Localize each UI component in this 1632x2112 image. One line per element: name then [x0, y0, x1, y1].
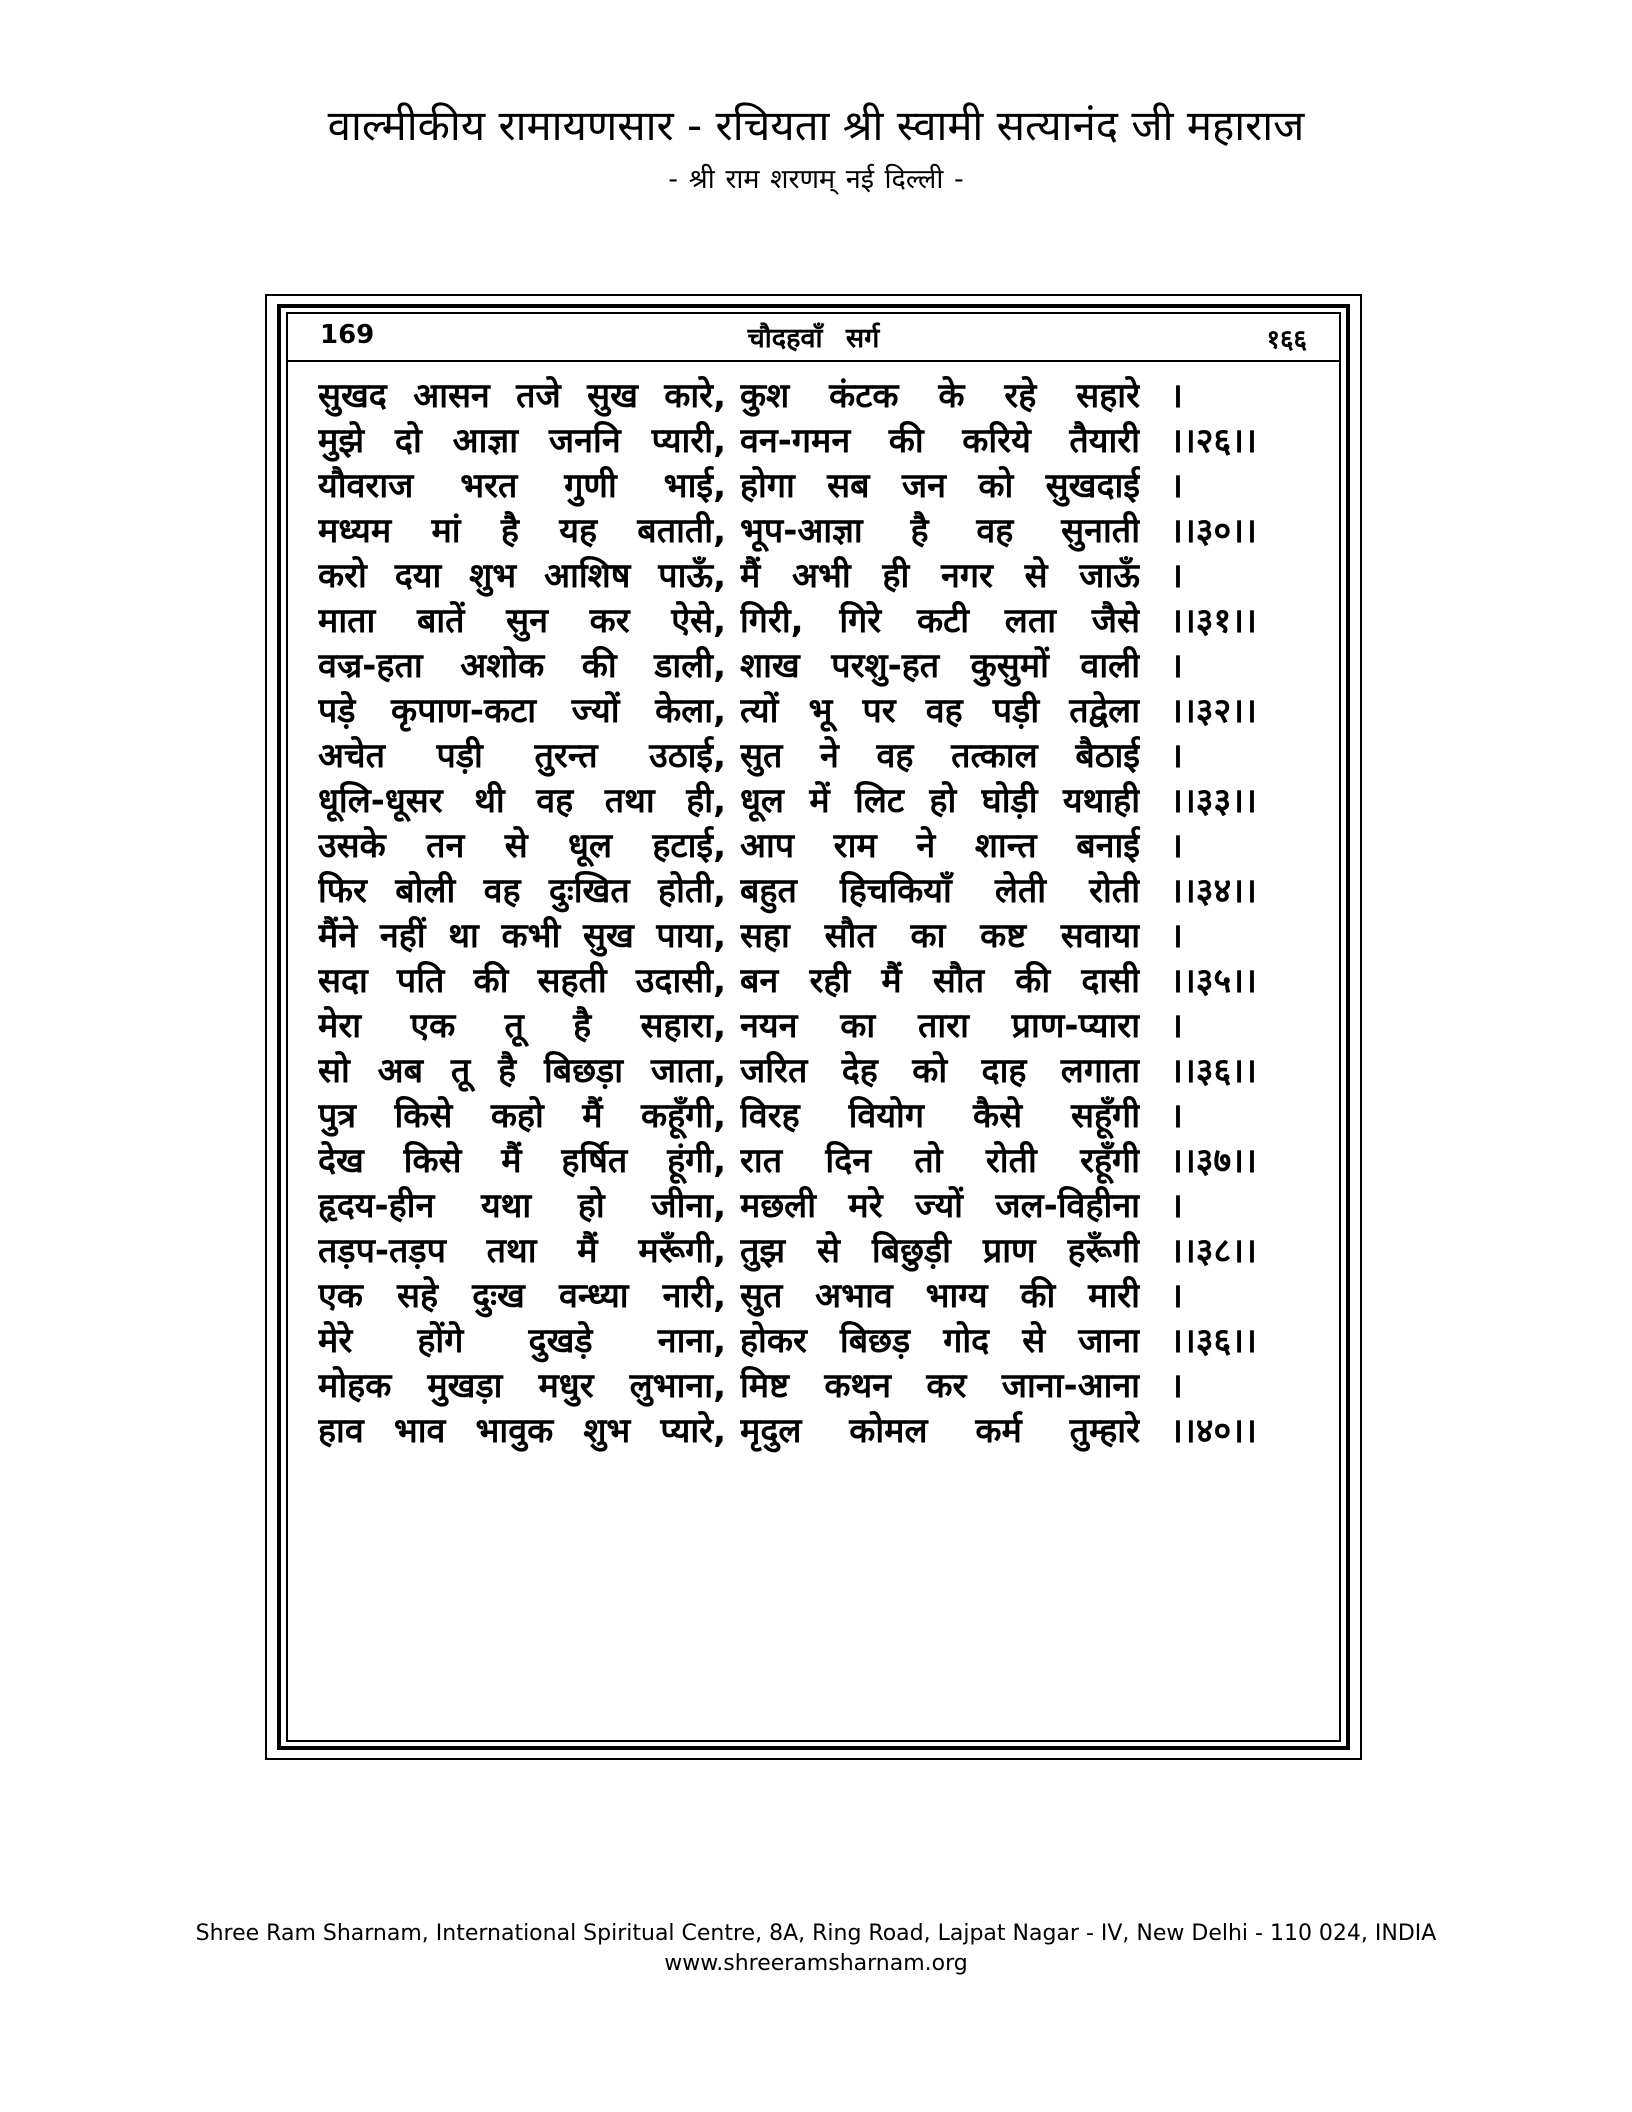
- verse-line: [318, 464, 1318, 509]
- verse-line: [318, 1004, 1318, 1049]
- page-number-devanagari: १६६: [1266, 325, 1307, 355]
- verse-line: [318, 1229, 1318, 1274]
- verse-line: [318, 1409, 1318, 1454]
- verse-number: ।।३८।।: [1170, 1231, 1257, 1271]
- verse-number: ।।२६।।: [1170, 421, 1257, 461]
- verse-left-half: वज्र-हता अशोक की डाली,: [318, 646, 726, 686]
- verse-line: [318, 1364, 1318, 1409]
- verse-line: [318, 1184, 1318, 1229]
- verse-left-half: मुझे दो आज्ञा जननि प्यारी,: [318, 421, 726, 461]
- verse-right-half: वन-गमन की करिये तैयारी: [740, 421, 1140, 461]
- verse-line: [318, 734, 1318, 779]
- verse-left-half: मेरा एक तू है सहारा,: [318, 1006, 726, 1046]
- page-header-bar: [288, 314, 1339, 362]
- verse-left-half: मोहक मुखड़ा मधुर लुभाना,: [318, 1366, 726, 1406]
- verse-line: [318, 644, 1318, 689]
- verse-right-half: त्यों भू पर वह पड़ी तद्वेला: [740, 691, 1140, 731]
- verse-line: [318, 1319, 1318, 1364]
- verse-line: [318, 869, 1318, 914]
- verse-line: [318, 374, 1318, 419]
- verse-right-half: सहा सौत का कष्ट सवाया: [740, 916, 1140, 956]
- verse-left-half: यौवराज भरत गुणी भाई,: [318, 466, 726, 506]
- verse-number: ।।३१।।: [1170, 601, 1257, 641]
- verse-right-half: विरह वियोग कैसे सहूँगी: [740, 1096, 1140, 1136]
- verse-right-half: रात दिन तो रोती रहूँगी: [740, 1141, 1140, 1181]
- verse-number: ।।३३।।: [1170, 781, 1257, 821]
- verse-number: ।।३६।।: [1170, 1051, 1257, 1091]
- verse-right-half: कुश कंटक के रहे सहारे: [740, 376, 1140, 416]
- chapter-title: चौदहवाँ सर्ग: [747, 323, 880, 354]
- verse-line: [318, 1049, 1318, 1094]
- verse-right-half: मछली मरे ज्यों जल-विहीना: [740, 1186, 1140, 1226]
- verse-right-half: मैं अभी ही नगर से जाऊँ: [740, 556, 1140, 596]
- verse-number: ।: [1170, 556, 1183, 596]
- verse-left-half: अचेत पड़ी तुरन्त उठाई,: [318, 736, 726, 776]
- verse-number: ।।३४।।: [1170, 871, 1257, 911]
- verse-line: [318, 599, 1318, 644]
- verse-number: ।: [1170, 826, 1183, 866]
- document-subtitle: - श्री राम शरणम् नई दिल्ली -: [668, 164, 964, 195]
- verse-right-half: शाख परशु-हत कुसुमों वाली: [740, 646, 1140, 686]
- verse-right-half: तुझ से बिछुड़ी प्राण हरूँगी: [740, 1231, 1140, 1271]
- verse-number: ।।४०।।: [1170, 1411, 1257, 1451]
- verse-line: [318, 554, 1318, 599]
- document-title: वाल्मीकीय रामायणसार - रचियता श्री स्वामी सत्यानंद जी महाराज: [327, 101, 1305, 150]
- verse-left-half: उसके तन से धूल हटाई,: [318, 826, 726, 866]
- verse-number: ।: [1170, 1276, 1183, 1316]
- verse-left-half: फिर बोली वह दुःखित होती,: [318, 871, 726, 911]
- footer-address: Shree Ram Sharnam, International Spiritual Centre, 8A, Ring Road, Lajpat Nagar - IV, New Delhi - 110 024, INDIA: [195, 1921, 1437, 1946]
- verse-left-half: देख किसे मैं हर्षित हूंगी,: [318, 1141, 726, 1181]
- verse-left-half: मध्यम मां है यह बताती,: [318, 511, 726, 551]
- verse-number: ।: [1170, 916, 1183, 956]
- verse-line: [318, 689, 1318, 734]
- verse-right-half: होगा सब जन को सुखदाई: [740, 466, 1140, 506]
- verse-number: ।।३६।।: [1170, 1321, 1257, 1361]
- verse-number: ।।३७।।: [1170, 1141, 1257, 1181]
- verse-right-half: गिरी, गिरे कटी लता जैसे: [740, 601, 1140, 641]
- verse-right-half: भूप-आज्ञा है वह सुनाती: [740, 511, 1140, 551]
- verse-number: ।: [1170, 646, 1183, 686]
- verse-left-half: पड़े कृपाण-कटा ज्यों केला,: [318, 691, 726, 731]
- verse-right-half: सुत अभाव भाग्य की मारी: [740, 1276, 1140, 1316]
- verse-right-half: सुत ने वह तत्काल बैठाई: [740, 736, 1140, 776]
- verse-right-half: बन रही मैं सौत की दासी: [740, 961, 1140, 1001]
- verse-left-half: तड़प-तड़प तथा मैं मरूँगी,: [318, 1231, 726, 1271]
- page-number-arabic: 169: [320, 320, 375, 350]
- verse-left-half: मेरे होंगे दुखड़े नाना,: [318, 1321, 726, 1361]
- verse-right-half: आप राम ने शान्त बनाई: [740, 826, 1140, 866]
- verse-right-half: जरित देह को दाह लगाता: [740, 1051, 1140, 1091]
- verse-number: ।: [1170, 376, 1183, 416]
- verse-left-half: सो अब तू है बिछड़ा जाता,: [318, 1051, 726, 1091]
- verse-number: ।।३२।।: [1170, 691, 1257, 731]
- verse-left-half: हृदय-हीन यथा हो जीना,: [318, 1186, 726, 1226]
- verse-line: [318, 914, 1318, 959]
- verse-number: ।।३०।।: [1170, 511, 1257, 551]
- verse-line: [318, 509, 1318, 554]
- verse-left-half: मैंने नहीं था कभी सुख पाया,: [318, 916, 726, 956]
- verse-line: [318, 1139, 1318, 1184]
- verse-left-half: माता बातें सुन कर ऐसे,: [318, 601, 726, 641]
- verse-number: ।: [1170, 736, 1183, 776]
- verse-left-half: सदा पति की सहती उदासी,: [318, 961, 726, 1001]
- verse-left-half: करो दया शुभ आशिष पाऊँ,: [318, 556, 726, 596]
- verse-line: [318, 779, 1318, 824]
- verse-left-half: पुत्र किसे कहो मैं कहूँगी,: [318, 1096, 726, 1136]
- verse-left-half: धूलि-धूसर थी वह तथा ही,: [318, 781, 726, 821]
- verse-right-half: मिष्ट कथन कर जाना-आना: [740, 1366, 1140, 1406]
- verse-number: ।: [1170, 466, 1183, 506]
- verse-line: [318, 1274, 1318, 1319]
- verse-number: ।: [1170, 1096, 1183, 1136]
- verse-line: [318, 824, 1318, 869]
- verse-right-half: मृदुल कोमल कर्म तुम्हारे: [740, 1411, 1140, 1451]
- verse-right-half: बहुत हिचकियाँ लेती रोती: [740, 871, 1140, 911]
- verse-list: [318, 374, 1318, 1454]
- verse-right-half: नयन का तारा प्राण-प्यारा: [740, 1006, 1140, 1046]
- verse-left-half: सुखद आसन तजे सुख कारे,: [318, 376, 726, 416]
- verse-line: [318, 1094, 1318, 1139]
- verse-number: ।: [1170, 1366, 1183, 1406]
- verse-number: ।: [1170, 1006, 1183, 1046]
- verse-left-half: एक सहे दुःख वन्ध्या नारी,: [318, 1276, 726, 1316]
- footer-website: www.shreeramsharnam.org: [664, 1951, 968, 1976]
- verse-line: [318, 959, 1318, 1004]
- verse-line: [318, 419, 1318, 464]
- verse-number: ।।३५।।: [1170, 961, 1257, 1001]
- verse-number: ।: [1170, 1186, 1183, 1226]
- verse-right-half: होकर बिछड़ गोद से जाना: [740, 1321, 1140, 1361]
- verse-left-half: हाव भाव भावुक शुभ प्यारे,: [318, 1411, 726, 1451]
- verse-right-half: धूल में लिट हो घोड़ी यथाही: [740, 781, 1140, 821]
